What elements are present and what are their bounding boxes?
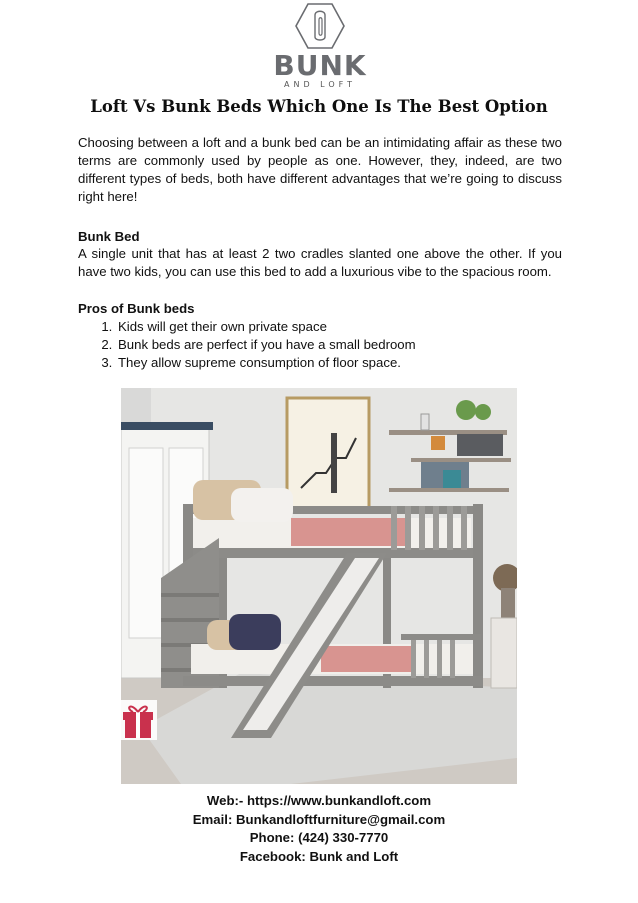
bunk-bed-heading: Bunk Bed [78, 229, 140, 244]
bunk-bed-description: A single unit that has at least 2 two cradles slanted one above the other. If you have two kids, you can use this bed to add a luxurious vibe to the spacious room. [78, 246, 562, 279]
logo-brand-name: BUNK [273, 49, 367, 82]
email-link[interactable]: Email: Bunkandloftfurniture@gmail.com [192, 811, 446, 827]
list-item: 3. They allow supreme consumption of floor space. [116, 354, 416, 372]
gift-icon [121, 700, 157, 740]
pros-list [78, 318, 416, 372]
brand-logo [270, 2, 370, 90]
contact-block [0, 792, 638, 866]
website-link[interactable]: Web:- https://www.bunkandloft.com [206, 793, 432, 808]
list-item: 1. Kids will get their own private space [116, 318, 416, 336]
phone-number: Phone: (424) 330-7770 [249, 830, 389, 845]
intro-paragraph: Choosing between a loft and a bunk bed can be an intimidating affair as these two terms are commonly used by people as one. However, they, indeed, are two different types of beds, both have different advantages that we’re going to discuss right here! [78, 135, 562, 204]
page-title: Loft Vs Bunk Beds Which One Is The Best Option [90, 97, 548, 116]
facebook-link[interactable]: Facebook: Bunk and Loft [239, 848, 399, 864]
logo-tagline: AND LOFT [284, 80, 356, 89]
hexagon-monogram-icon [295, 2, 345, 50]
pros-heading: Pros of Bunk beds [78, 301, 195, 316]
bunk-bed-photo [121, 388, 517, 784]
list-item: 2. Bunk beds are perfect if you have a small bedroom [116, 336, 416, 354]
